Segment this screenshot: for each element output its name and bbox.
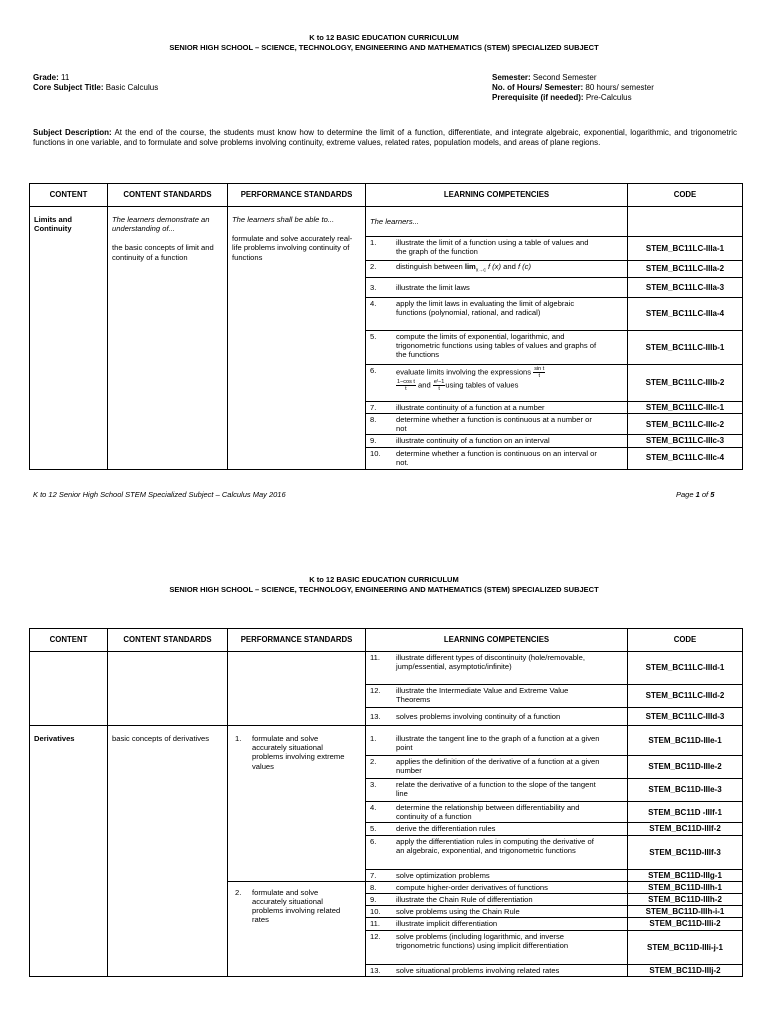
subject-description: Subject Description: At the end of the course, the students must know how to determine the limit of a function, differentiate, and integrate algebraic, exponential, logarithmic, and trigonometric functions in one variable, and to formulate and solve problems involving continuity, extreme values, related rates, population models, and areas of plane regions. xyxy=(33,128,738,148)
curriculum-subtitle: SENIOR HIGH SCHOOL – SCIENCE, TECHNOLOGY, ENGINEERING AND MATHEMATICS (STEM) SPECIALIZED SUBJECT xyxy=(169,43,599,52)
table-row: 1. illustrate the limit of a function using a table of values and the graph of the function STEM_BC11LC-IIIa-1 xyxy=(30,237,743,261)
table-row: 10. determine whether a function is continuous on an interval or not. STEM_BC11LC-IIIc-4 xyxy=(30,447,743,469)
content-limits: Limits and Continuity xyxy=(30,207,108,470)
table-row: 9. illustrate the Chain Rule of differentiation STEM_BC11D-IIIh-2 xyxy=(30,894,743,906)
table-row: 2. distinguish between $\lim_{x\to c} f$ (x) and f (c) STEM_BC11LC-IIIa-2 xyxy=(30,261,743,278)
table-row: 13. solves problems involving continuity of a function STEM_BC11LC-IIId-3 xyxy=(30,708,743,726)
table-row: 5. derive the differentiation rules STEM_BC11D-IIIf-2 xyxy=(30,823,743,835)
table-row: 4. determine the relationship between differentiability and continuity of a function STEM_BC11D -IIIf-1 xyxy=(30,802,743,823)
col-performance-standards: PERFORMANCE STANDARDS xyxy=(228,184,366,207)
col-content-p2: CONTENT xyxy=(30,629,108,652)
performance-standard-1: 1. formulate and solve accurately situational problems involving extreme values xyxy=(228,726,366,882)
col-content: CONTENT xyxy=(30,184,108,207)
table-row: 2. applies the definition of the derivative of a function at a given number STEM_BC11D-IIIe-2 xyxy=(30,756,743,779)
table-row: 11. illustrate different types of discontinuity (hole/removable, jump/essential, asymptotic/infinite) STEM_BC11LC-IIId-1 xyxy=(30,652,743,685)
content-derivatives: Derivatives xyxy=(30,726,108,977)
col-content-standards: CONTENT STANDARDS xyxy=(108,184,228,207)
curriculum-title-p2: K to 12 BASIC EDUCATION CURRICULUM xyxy=(309,575,459,584)
table-row: 7. illustrate continuity of a function at a number STEM_BC11LC-IIIc-1 xyxy=(30,401,743,413)
col-learning-competencies-p2: LEARNING COMPETENCIES xyxy=(366,629,628,652)
semester-info: Semester: Second Semester No. of Hours/ Semester: 80 hours/ semester Prerequisite (if needed): Pre-Calculus xyxy=(492,73,654,102)
curriculum-table-page1 xyxy=(29,183,743,470)
table-row: 10. solve problems using the Chain Rule STEM_BC11D-IIIh-i-1 xyxy=(30,906,743,918)
table-row: 12. illustrate the Intermediate Value and Extreme Value Theorems STEM_BC11LC-IIId-2 xyxy=(30,685,743,708)
table-row: 2. formulate and solve accurately situational problems involving related rates 8. compute higher-order derivatives of functions STEM_BC11D-IIIh-1 xyxy=(30,881,743,893)
col-performance-standards-p2: PERFORMANCE STANDARDS xyxy=(228,629,366,652)
curriculum-table-page2 xyxy=(29,628,743,977)
competency-intro: The learners... xyxy=(366,207,628,237)
performance-standards-cell: The learners shall be able to... formulate and solve accurately real-life problems involving continuity of functions xyxy=(228,207,366,470)
table-row: Derivatives basic concepts of derivatives 1. formulate and solve accurately situational problems involving extreme values 1. illustrate the tangent line to the graph of a function at a given point STEM_BC11D-IIIe-1 xyxy=(30,726,743,756)
table-row: 8. determine whether a function is continuous at a number or not STEM_BC11LC-IIIc-2 xyxy=(30,413,743,434)
performance-standard-2: 2. formulate and solve accurately situational problems involving related rates xyxy=(228,881,366,976)
content-standards-cell: The learners demonstrate an understanding of... the basic concepts of limit and continuity of a function xyxy=(108,207,228,470)
code-blank xyxy=(628,207,743,237)
grade-info: Grade: 11 Core Subject Title: Basic Calculus xyxy=(33,73,159,92)
table-row: 13. solve situational problems involving related rates STEM_BC11D-IIIj-2 xyxy=(30,964,743,976)
col-content-standards-p2: CONTENT STANDARDS xyxy=(108,629,228,652)
col-code: CODE xyxy=(628,184,743,207)
col-learning-competencies: LEARNING COMPETENCIES xyxy=(366,184,628,207)
col-code-p2: CODE xyxy=(628,629,743,652)
table-row: 6. apply the differentiation rules in computing the derivative of an algebraic, exponential, and trigonometric functions STEM_BC11D-IIIf-3 xyxy=(30,835,743,869)
table-row: 11. illustrate implicit differentiation STEM_BC11D-IIIi-2 xyxy=(30,918,743,930)
table-row: 4. apply the limit laws in evaluating the limit of algebraic functions (polynomial, rational, and radical) STEM_BC11LC-IIIa-4 xyxy=(30,297,743,330)
curriculum-title: K to 12 BASIC EDUCATION CURRICULUM xyxy=(309,33,459,42)
table-row: 12. solve problems (including logarithmic, and inverse trigonometric functions) using implicit differentiation STEM_BC11D-IIIi-j-1 xyxy=(30,930,743,964)
curriculum-subtitle-p2: SENIOR HIGH SCHOOL – SCIENCE, TECHNOLOGY, ENGINEERING AND MATHEMATICS (STEM) SPECIALIZED SUBJECT xyxy=(169,585,599,594)
footer-left: K to 12 Senior High School STEM Specialized Subject – Calculus May 2016 xyxy=(33,490,286,499)
table-row: 3. relate the derivative of a function to the slope of the tangent line STEM_BC11D-IIIe-3 xyxy=(30,779,743,802)
table-row: 3. illustrate the limit laws STEM_BC11LC-IIIa-3 xyxy=(30,277,743,297)
page-number: Page 1 of 5 xyxy=(676,490,715,499)
table-row: 5. compute the limits of exponential, logarithmic, and trigonometric functions using tables of values and graphs of the functions STEM_BC11LC-IIIb-1 xyxy=(30,330,743,364)
table-row: 7. solve optimization problems STEM_BC11D-IIIg-1 xyxy=(30,869,743,881)
table-row: 9. illustrate continuity of a function on an interval STEM_BC11LC-IIIc-3 xyxy=(30,435,743,447)
content-standards-derivatives: basic concepts of derivatives xyxy=(108,726,228,977)
table-row: 6. evaluate limits involving the expressions $\frac{\text{sin t}}{t}$ $\frac{\text{1−cos t}}{t}$ and $\frac{\text{eᵗ−1}}{t}$ using tables of values STEM_BC11LC-IIIb-2 xyxy=(30,364,743,401)
